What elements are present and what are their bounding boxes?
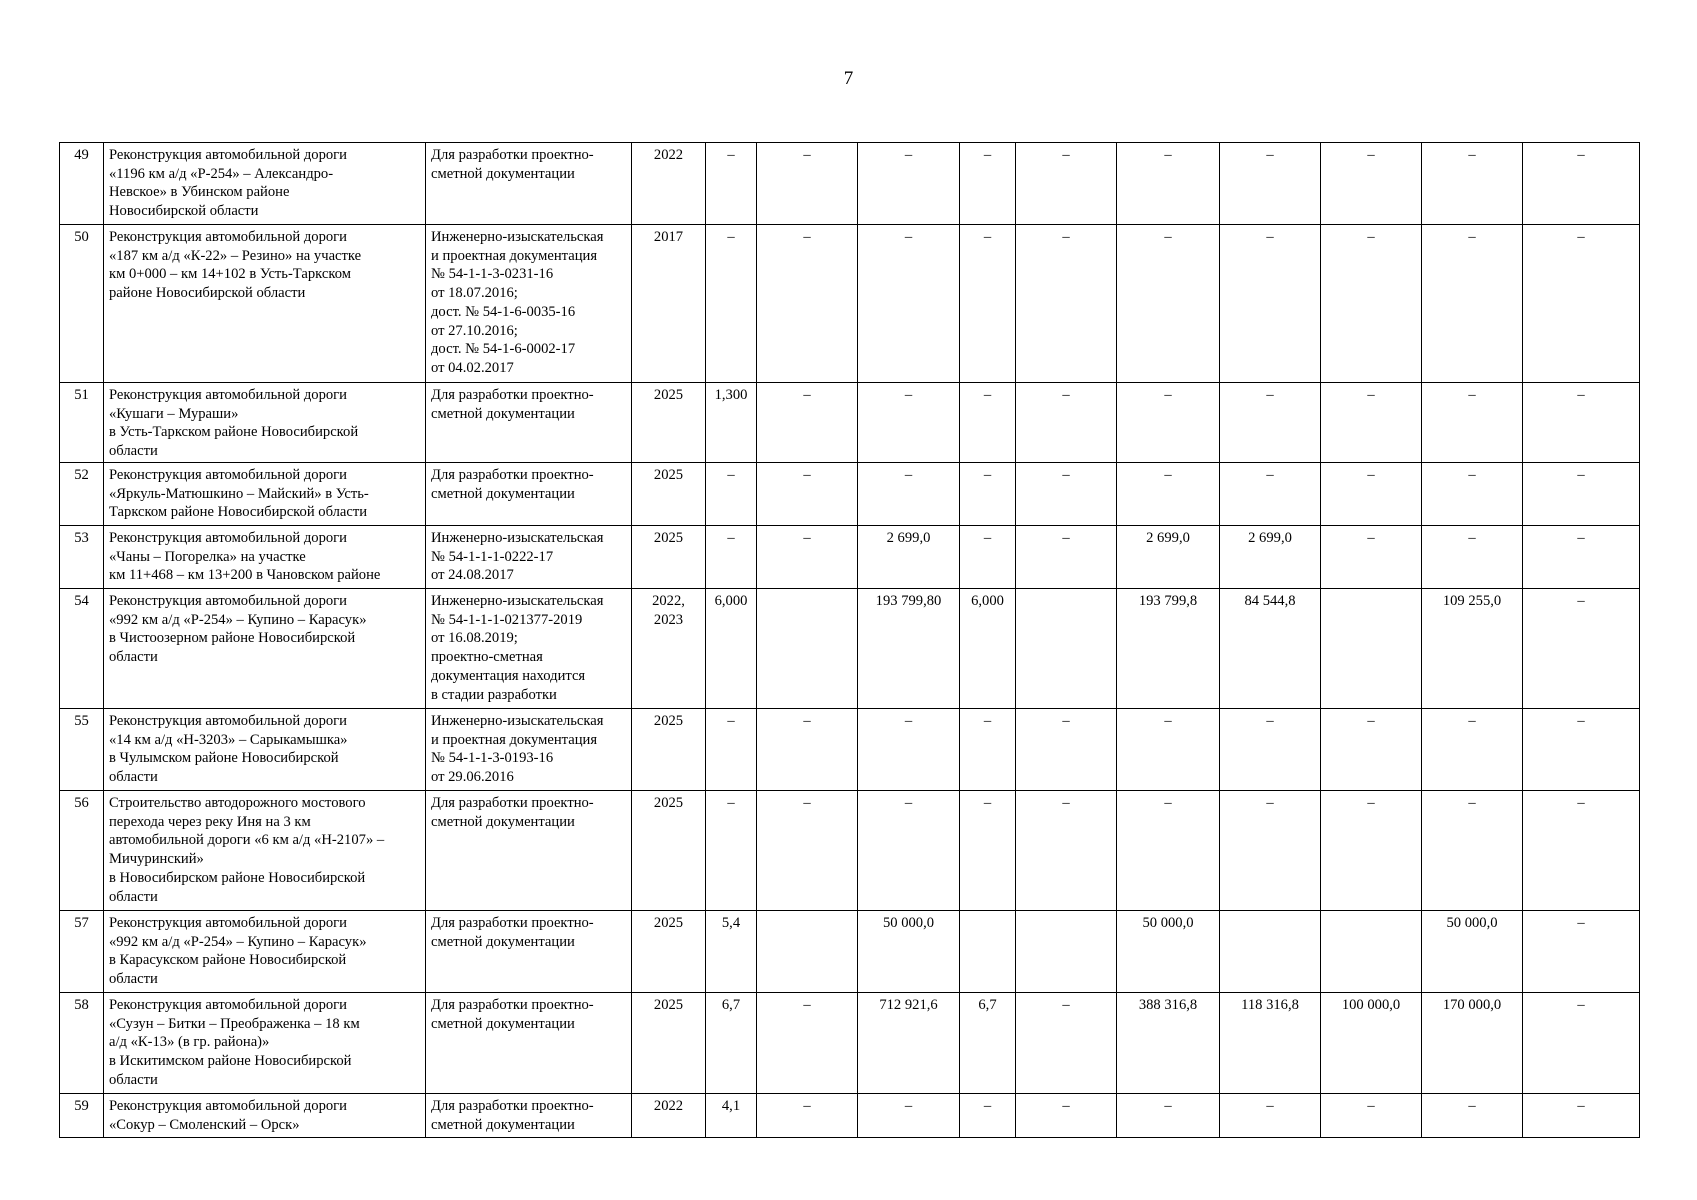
documentation-line: Инженерно-изыскательская xyxy=(431,530,604,546)
documentation-cell xyxy=(426,791,632,911)
table-row xyxy=(60,463,1640,526)
value-cell: – xyxy=(960,1094,1016,1138)
documentation-cell xyxy=(426,1094,632,1138)
project-name-cell xyxy=(104,791,426,911)
project-name-line: в Чистоозерном районе Новосибирской xyxy=(109,630,356,647)
value-cell: – xyxy=(1220,225,1321,383)
project-name-cell xyxy=(104,709,426,791)
year-line: 2017 xyxy=(653,229,684,245)
year-line: 2022 xyxy=(653,1098,684,1114)
project-name-line: в Искитимском районе Новосибирской xyxy=(109,1053,352,1070)
year-cell xyxy=(632,463,706,526)
table-row xyxy=(60,911,1640,993)
documentation-line: № 54-1-1-3-0193-16 xyxy=(431,750,554,767)
project-name-line: в Чулымском районе Новосибирской xyxy=(109,750,339,767)
project-name-cell xyxy=(104,589,426,709)
project-name-line: «Сузун – Битки – Преображенка – 18 км xyxy=(109,1015,360,1032)
value-cell: 6,000 xyxy=(706,589,757,709)
value-cell: – xyxy=(757,463,858,526)
value-cell: – xyxy=(706,526,757,589)
documentation-line: дост. № 54-1-6-0035-16 xyxy=(431,303,576,320)
project-name-line: в Усть-Таркском районе Новосибирской xyxy=(109,424,359,441)
project-name-line: а/д «К-13» (в гр. района)» xyxy=(109,1034,270,1051)
project-name-cell xyxy=(104,143,426,225)
documentation-cell xyxy=(426,993,632,1094)
project-name-line: «992 км а/д «Р-254» – Купино – Карасук» xyxy=(109,933,367,950)
project-name-line: «Яркуль-Матюшкино – Майский» в Усть- xyxy=(109,485,369,502)
project-name-line: «187 км а/д «К-22» – Резино» на участке xyxy=(109,247,362,264)
project-name-line: перехода через реку Иня на 3 км xyxy=(109,813,311,830)
value-cell: – xyxy=(1321,1094,1422,1138)
value-cell: 2 699,0 xyxy=(858,526,960,589)
row-number: 49 xyxy=(60,143,104,225)
value-cell: – xyxy=(1523,526,1640,589)
value-cell: – xyxy=(960,791,1016,911)
value-cell: – xyxy=(1321,709,1422,791)
year-cell xyxy=(632,383,706,463)
project-name-line: Реконструкция автомобильной дороги xyxy=(109,713,347,729)
value-cell xyxy=(1321,911,1422,993)
documentation-cell xyxy=(426,463,632,526)
value-cell: – xyxy=(858,225,960,383)
project-name-line: Мичуринский» xyxy=(109,851,204,868)
year-line: 2025 xyxy=(653,795,684,811)
documentation-line: Для разработки проектно- xyxy=(431,1098,594,1114)
value-cell xyxy=(1220,911,1321,993)
documentation-line: Для разработки проектно- xyxy=(431,147,594,163)
year-cell xyxy=(632,526,706,589)
project-name-line: области xyxy=(109,888,158,905)
project-name-line: области xyxy=(109,1071,158,1088)
project-name-line: Реконструкция автомобильной дороги xyxy=(109,467,347,483)
row-number: 55 xyxy=(60,709,104,791)
value-cell: – xyxy=(1321,791,1422,911)
project-name-line: области xyxy=(109,649,158,666)
value-cell: – xyxy=(858,1094,960,1138)
value-cell: 193 799,80 xyxy=(858,589,960,709)
documentation-line: проектно-сметная xyxy=(431,649,543,666)
project-name-line: «Кушаги – Мураши» xyxy=(109,405,239,422)
value-cell: – xyxy=(1220,463,1321,526)
table-body xyxy=(60,143,1640,1138)
value-cell: – xyxy=(1117,143,1220,225)
documentation-line: сметной документации xyxy=(431,1116,575,1133)
documentation-line: от 24.08.2017 xyxy=(431,567,514,584)
value-cell xyxy=(1321,589,1422,709)
project-name-line: Реконструкция автомобильной дороги xyxy=(109,1098,347,1114)
value-cell: – xyxy=(1422,463,1523,526)
value-cell xyxy=(960,911,1016,993)
value-cell: – xyxy=(706,709,757,791)
documentation-line: сметной документации xyxy=(431,813,575,830)
documentation-line: и проектная документация xyxy=(431,731,598,748)
year-line: 2025 xyxy=(653,713,684,729)
value-cell: 5,4 xyxy=(706,911,757,993)
value-cell xyxy=(1016,589,1117,709)
value-cell: – xyxy=(1523,225,1640,383)
documentation-line: дост. № 54-1-6-0002-17 xyxy=(431,341,576,358)
table-row xyxy=(60,225,1640,383)
value-cell: – xyxy=(1220,791,1321,911)
project-name-line: районе Новосибирской области xyxy=(109,285,306,302)
value-cell: 50 000,0 xyxy=(1117,911,1220,993)
documentation-cell xyxy=(426,143,632,225)
year-line: 2022, xyxy=(652,593,685,609)
value-cell: 6,7 xyxy=(706,993,757,1094)
value-cell: – xyxy=(858,143,960,225)
year-cell xyxy=(632,1094,706,1138)
value-cell: – xyxy=(1016,383,1117,463)
documentation-line: Для разработки проектно- xyxy=(431,997,594,1013)
year-cell xyxy=(632,589,706,709)
value-cell: 118 316,8 xyxy=(1220,993,1321,1094)
value-cell: – xyxy=(706,143,757,225)
project-name-line: Строительство автодорожного мостового xyxy=(109,795,366,811)
documentation-line: Для разработки проектно- xyxy=(431,467,594,483)
value-cell: – xyxy=(1117,225,1220,383)
project-name-cell xyxy=(104,526,426,589)
page-number: 7 xyxy=(843,68,854,89)
project-name-line: Реконструкция автомобильной дороги xyxy=(109,530,347,546)
value-cell: – xyxy=(1016,225,1117,383)
value-cell: – xyxy=(1523,993,1640,1094)
value-cell: – xyxy=(1523,589,1640,709)
year-line: 2025 xyxy=(653,530,684,546)
value-cell: – xyxy=(757,1094,858,1138)
documentation-line: сметной документации xyxy=(431,165,575,182)
row-number: 54 xyxy=(60,589,104,709)
row-number: 52 xyxy=(60,463,104,526)
value-cell: – xyxy=(1117,463,1220,526)
value-cell xyxy=(1016,911,1117,993)
project-name-line: Реконструкция автомобильной дороги xyxy=(109,229,347,245)
value-cell: – xyxy=(757,143,858,225)
value-cell: 2 699,0 xyxy=(1220,526,1321,589)
value-cell: – xyxy=(1220,709,1321,791)
value-cell: – xyxy=(1117,791,1220,911)
project-name-cell xyxy=(104,911,426,993)
documentation-cell xyxy=(426,383,632,463)
value-cell: – xyxy=(1422,1094,1523,1138)
table-row xyxy=(60,383,1640,463)
year-cell xyxy=(632,709,706,791)
table-row xyxy=(60,791,1640,911)
value-cell: – xyxy=(1016,1094,1117,1138)
project-name-line: в Карасукском районе Новосибирской xyxy=(109,952,347,969)
year-line: 2025 xyxy=(653,467,684,483)
value-cell: – xyxy=(1422,526,1523,589)
value-cell: – xyxy=(1321,383,1422,463)
value-cell: – xyxy=(757,791,858,911)
value-cell: 4,1 xyxy=(706,1094,757,1138)
project-name-line: Реконструкция автомобильной дороги xyxy=(109,147,347,163)
table-row xyxy=(60,993,1640,1094)
value-cell: – xyxy=(858,791,960,911)
project-name-cell xyxy=(104,993,426,1094)
documentation-line: в стадии разработки xyxy=(431,686,557,703)
year-line: 2025 xyxy=(653,915,684,931)
row-number: 56 xyxy=(60,791,104,911)
project-name-line: Реконструкция автомобильной дороги xyxy=(109,915,347,931)
project-name-line: «992 км а/д «Р-254» – Купино – Карасук» xyxy=(109,611,367,628)
year-cell xyxy=(632,791,706,911)
value-cell: – xyxy=(1117,383,1220,463)
project-name-line: Новосибирской области xyxy=(109,203,259,220)
year-cell xyxy=(632,911,706,993)
project-name-line: в Новосибирском районе Новосибирской xyxy=(109,869,366,886)
documentation-line: документация находится xyxy=(431,667,586,684)
documentation-line: от 16.08.2019; xyxy=(431,630,518,647)
project-name-line: «14 км а/д «Н-3203» – Сарыкамышка» xyxy=(109,731,348,748)
table-row xyxy=(60,143,1640,225)
value-cell: 193 799,8 xyxy=(1117,589,1220,709)
documentation-line: от 04.02.2017 xyxy=(431,359,514,376)
value-cell: 50 000,0 xyxy=(1422,911,1523,993)
documentation-line: Для разработки проектно- xyxy=(431,915,594,931)
documentation-line: сметной документации xyxy=(431,1015,575,1032)
value-cell: – xyxy=(1422,383,1523,463)
value-cell: – xyxy=(1321,463,1422,526)
value-cell: – xyxy=(1321,225,1422,383)
year-line: 2025 xyxy=(653,387,684,403)
project-name-line: Реконструкция автомобильной дороги xyxy=(109,997,347,1013)
project-name-line: области xyxy=(109,769,158,786)
value-cell: – xyxy=(757,993,858,1094)
value-cell: – xyxy=(858,463,960,526)
documentation-line: сметной документации xyxy=(431,933,575,950)
project-name-cell xyxy=(104,383,426,463)
year-line: 2022 xyxy=(653,147,684,163)
value-cell: – xyxy=(757,225,858,383)
project-name-line: Невское» в Убинском районе xyxy=(109,184,290,201)
value-cell: 170 000,0 xyxy=(1422,993,1523,1094)
roads-table xyxy=(59,142,1640,1138)
row-number: 51 xyxy=(60,383,104,463)
project-name-cell xyxy=(104,1094,426,1138)
project-name-line: области xyxy=(109,443,158,460)
value-cell: – xyxy=(1523,383,1640,463)
row-number: 58 xyxy=(60,993,104,1094)
project-name-line: «1196 км а/д «Р-254» – Александро- xyxy=(109,165,334,182)
project-name-cell xyxy=(104,225,426,383)
value-cell: 100 000,0 xyxy=(1321,993,1422,1094)
value-cell xyxy=(757,589,858,709)
project-name-line: «Сокур – Смоленский – Орск» xyxy=(109,1116,300,1133)
value-cell: – xyxy=(706,791,757,911)
value-cell: – xyxy=(960,225,1016,383)
value-cell: – xyxy=(960,383,1016,463)
value-cell: – xyxy=(1523,463,1640,526)
value-cell: – xyxy=(706,225,757,383)
value-cell xyxy=(757,911,858,993)
value-cell: – xyxy=(1523,709,1640,791)
year-cell xyxy=(632,225,706,383)
documentation-line: Для разработки проектно- xyxy=(431,387,594,403)
value-cell: 1,300 xyxy=(706,383,757,463)
value-cell: – xyxy=(757,383,858,463)
documentation-line: Инженерно-изыскательская xyxy=(431,593,604,609)
value-cell: – xyxy=(858,709,960,791)
value-cell: – xyxy=(960,463,1016,526)
year-line: 2025 xyxy=(653,997,684,1013)
project-name-line: Таркском районе Новосибирской области xyxy=(109,504,368,521)
documentation-cell xyxy=(426,589,632,709)
value-cell: – xyxy=(757,709,858,791)
value-cell: 2 699,0 xyxy=(1117,526,1220,589)
documentation-line: от 29.06.2016 xyxy=(431,769,514,786)
value-cell: – xyxy=(1422,225,1523,383)
table-row xyxy=(60,709,1640,791)
value-cell: – xyxy=(960,143,1016,225)
documentation-line: Инженерно-изыскательская xyxy=(431,229,604,245)
project-name-line: области xyxy=(109,971,158,988)
project-name-cell xyxy=(104,463,426,526)
value-cell: – xyxy=(757,526,858,589)
project-name-line: Реконструкция автомобильной дороги xyxy=(109,593,347,609)
documentation-line: № 54-1-1-1-021377-2019 xyxy=(431,611,583,628)
documentation-line: № 54-1-1-1-0222-17 xyxy=(431,548,554,565)
year-cell xyxy=(632,993,706,1094)
table-row xyxy=(60,526,1640,589)
row-number: 57 xyxy=(60,911,104,993)
value-cell: – xyxy=(1422,709,1523,791)
value-cell: 6,000 xyxy=(960,589,1016,709)
documentation-line: от 27.10.2016; xyxy=(431,322,518,339)
row-number: 53 xyxy=(60,526,104,589)
value-cell: – xyxy=(1321,526,1422,589)
value-cell: 84 544,8 xyxy=(1220,589,1321,709)
value-cell: – xyxy=(1016,463,1117,526)
project-name-line: автомобильной дороги «6 км а/д «Н-2107» – xyxy=(109,832,385,849)
value-cell: – xyxy=(1422,791,1523,911)
table-row xyxy=(60,589,1640,709)
row-number: 59 xyxy=(60,1094,104,1138)
project-name-line: «Чаны – Погорелка» на участке xyxy=(109,548,306,565)
value-cell: 712 921,6 xyxy=(858,993,960,1094)
value-cell: – xyxy=(1117,709,1220,791)
value-cell: 109 255,0 xyxy=(1422,589,1523,709)
value-cell: – xyxy=(1016,791,1117,911)
year-cell xyxy=(632,143,706,225)
value-cell: – xyxy=(1220,1094,1321,1138)
documentation-line: Для разработки проектно- xyxy=(431,795,594,811)
row-number: 50 xyxy=(60,225,104,383)
value-cell: 6,7 xyxy=(960,993,1016,1094)
value-cell: – xyxy=(1016,143,1117,225)
value-cell: – xyxy=(1523,911,1640,993)
table-row xyxy=(60,1094,1640,1138)
value-cell: – xyxy=(1321,143,1422,225)
value-cell: – xyxy=(1523,1094,1640,1138)
value-cell: – xyxy=(960,526,1016,589)
documentation-line: от 18.07.2016; xyxy=(431,285,518,302)
value-cell: – xyxy=(1523,143,1640,225)
documentation-line: сметной документации xyxy=(431,485,575,502)
documentation-cell xyxy=(426,709,632,791)
value-cell: – xyxy=(1117,1094,1220,1138)
documentation-line: Инженерно-изыскательская xyxy=(431,713,604,729)
value-cell: – xyxy=(1220,383,1321,463)
documentation-line: и проектная документация xyxy=(431,247,598,264)
documentation-cell xyxy=(426,225,632,383)
value-cell: – xyxy=(960,709,1016,791)
value-cell: – xyxy=(858,383,960,463)
documentation-line: сметной документации xyxy=(431,405,575,422)
value-cell: 388 316,8 xyxy=(1117,993,1220,1094)
value-cell: – xyxy=(1016,709,1117,791)
documentation-cell xyxy=(426,526,632,589)
value-cell: – xyxy=(1523,791,1640,911)
value-cell: – xyxy=(1422,143,1523,225)
documentation-cell xyxy=(426,911,632,993)
value-cell: – xyxy=(1016,526,1117,589)
project-name-line: км 0+000 – км 14+102 в Усть-Таркском xyxy=(109,266,351,283)
documentation-line: № 54-1-1-3-0231-16 xyxy=(431,266,554,283)
value-cell: – xyxy=(1220,143,1321,225)
project-name-line: км 11+468 – км 13+200 в Чановском районе xyxy=(109,567,381,584)
value-cell: – xyxy=(1016,993,1117,1094)
value-cell: – xyxy=(706,463,757,526)
value-cell: 50 000,0 xyxy=(858,911,960,993)
project-name-line: Реконструкция автомобильной дороги xyxy=(109,387,347,403)
year-line: 2023 xyxy=(653,611,684,628)
